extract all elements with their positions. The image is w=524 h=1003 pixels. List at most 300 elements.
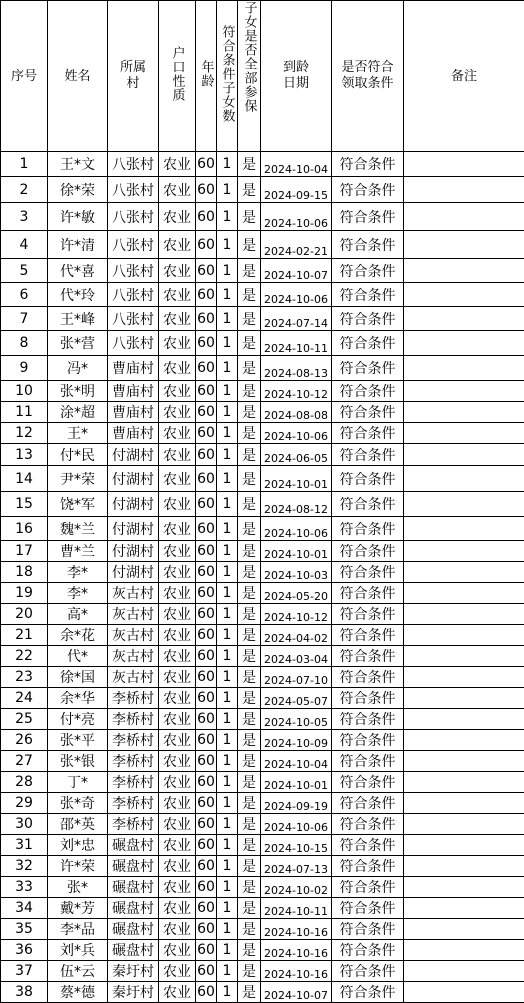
row-remarks-cell — [404, 203, 524, 231]
row-eligible-cell: 符合条件 — [332, 583, 404, 604]
row-name-cell: 高* — [48, 604, 108, 625]
row-household-type-cell: 农业 — [159, 625, 196, 646]
row-due-date-cell: 2024-10-12 — [261, 604, 332, 625]
row-remarks-cell — [404, 152, 524, 177]
row-age-cell: 60 — [196, 940, 217, 961]
row-household-type-cell: 农业 — [159, 940, 196, 961]
row-name-cell: 余*华 — [48, 688, 108, 709]
row-village-cell: 李桥村 — [108, 709, 159, 730]
row-due-date-cell: 2024-06-05 — [261, 444, 332, 466]
row-eligible-children-cell: 1 — [217, 583, 238, 604]
row-village-cell: 李桥村 — [108, 730, 159, 751]
row-eligible-children-cell: 1 — [217, 283, 238, 307]
row-eligible-cell: 符合条件 — [332, 562, 404, 583]
table-row — [1, 466, 524, 492]
row-age-cell: 60 — [196, 402, 217, 423]
row-name-cell: 许*荣 — [48, 856, 108, 877]
table-row — [1, 940, 524, 961]
row-household-type-cell: 农业 — [159, 331, 196, 356]
header-due-date — [261, 1, 332, 152]
row-due-date-cell: 2024-10-07 — [261, 259, 332, 283]
row-children-insured-cell: 是 — [238, 423, 261, 444]
row-village-cell: 碾盘村 — [108, 898, 159, 919]
row-due-date-cell: 2024-10-03 — [261, 562, 332, 583]
row-eligible-children-cell: 1 — [217, 466, 238, 492]
table-row — [1, 856, 524, 877]
row-index-cell: 6 — [1, 283, 48, 307]
row-due-date-cell: 2024-10-06 — [261, 203, 332, 231]
row-children-insured-cell: 是 — [238, 982, 261, 1003]
row-children-insured-cell: 是 — [238, 625, 261, 646]
row-children-insured-cell: 是 — [238, 307, 261, 331]
header-due-date-label: 到龄日期 — [282, 60, 310, 92]
row-children-insured-cell: 是 — [238, 283, 261, 307]
row-remarks-cell — [404, 835, 524, 856]
table-row — [1, 259, 524, 283]
row-children-insured-cell: 是 — [238, 730, 261, 751]
row-due-date-cell: 2024-10-04 — [261, 751, 332, 772]
row-village-cell: 灰古村 — [108, 667, 159, 688]
row-household-type-cell: 农业 — [159, 177, 196, 203]
row-due-date-cell: 2024-05-07 — [261, 688, 332, 709]
row-village-cell: 曹庙村 — [108, 423, 159, 444]
row-village-cell: 曹庙村 — [108, 381, 159, 402]
row-index-cell: 21 — [1, 625, 48, 646]
row-index-cell: 1 — [1, 152, 48, 177]
row-index-cell: 4 — [1, 231, 48, 259]
row-household-type-cell: 农业 — [159, 772, 196, 793]
row-name-cell: 徐*荣 — [48, 177, 108, 203]
row-eligible-children-cell: 1 — [217, 517, 238, 541]
row-index-cell: 26 — [1, 730, 48, 751]
row-household-type-cell: 农业 — [159, 877, 196, 898]
row-name-cell: 李*品 — [48, 919, 108, 940]
row-name-cell: 伍*云 — [48, 961, 108, 982]
row-age-cell: 60 — [196, 492, 217, 517]
row-eligible-cell: 符合条件 — [332, 444, 404, 466]
row-age-cell: 60 — [196, 688, 217, 709]
row-village-cell: 李桥村 — [108, 793, 159, 814]
row-remarks-cell — [404, 856, 524, 877]
row-index-cell: 32 — [1, 856, 48, 877]
row-index-cell: 27 — [1, 751, 48, 772]
row-household-type-cell: 农业 — [159, 402, 196, 423]
header-eligible-label: 是否符合领取条件 — [336, 60, 400, 92]
row-eligible-cell: 符合条件 — [332, 793, 404, 814]
row-age-cell: 60 — [196, 331, 217, 356]
row-remarks-cell — [404, 940, 524, 961]
row-village-cell: 秦圩村 — [108, 982, 159, 1003]
row-name-cell: 余*花 — [48, 625, 108, 646]
row-eligible-children-cell: 1 — [217, 982, 238, 1003]
row-remarks-cell — [404, 466, 524, 492]
table-row — [1, 517, 524, 541]
row-index-cell: 11 — [1, 402, 48, 423]
table-row — [1, 604, 524, 625]
row-due-date-cell: 2024-10-02 — [261, 877, 332, 898]
row-remarks-cell — [404, 517, 524, 541]
row-eligible-children-cell: 1 — [217, 877, 238, 898]
row-name-cell: 刘*兵 — [48, 940, 108, 961]
row-name-cell: 代*玲 — [48, 283, 108, 307]
row-household-type-cell: 农业 — [159, 982, 196, 1003]
row-children-insured-cell: 是 — [238, 961, 261, 982]
row-due-date-cell: 2024-09-19 — [261, 793, 332, 814]
row-age-cell: 60 — [196, 444, 217, 466]
row-age-cell: 60 — [196, 307, 217, 331]
row-age-cell: 60 — [196, 751, 217, 772]
row-children-insured-cell: 是 — [238, 898, 261, 919]
table-row — [1, 562, 524, 583]
row-index-cell: 20 — [1, 604, 48, 625]
row-eligible-children-cell: 1 — [217, 793, 238, 814]
header-age — [196, 1, 217, 152]
table-row — [1, 772, 524, 793]
row-children-insured-cell: 是 — [238, 259, 261, 283]
row-children-insured-cell: 是 — [238, 152, 261, 177]
row-children-insured-cell: 是 — [238, 402, 261, 423]
table-row — [1, 709, 524, 730]
row-household-type-cell: 农业 — [159, 898, 196, 919]
row-eligible-cell: 符合条件 — [332, 667, 404, 688]
row-age-cell: 60 — [196, 283, 217, 307]
row-age-cell: 60 — [196, 152, 217, 177]
row-children-insured-cell: 是 — [238, 177, 261, 203]
table-row — [1, 356, 524, 381]
row-children-insured-cell: 是 — [238, 466, 261, 492]
row-name-cell: 徐*国 — [48, 667, 108, 688]
row-remarks-cell — [404, 688, 524, 709]
row-eligible-children-cell: 1 — [217, 667, 238, 688]
row-village-cell: 碾盘村 — [108, 877, 159, 898]
row-village-cell: 付湖村 — [108, 562, 159, 583]
row-eligible-cell: 符合条件 — [332, 356, 404, 381]
row-due-date-cell: 2024-10-11 — [261, 331, 332, 356]
table-row — [1, 835, 524, 856]
row-household-type-cell: 农业 — [159, 856, 196, 877]
row-age-cell: 60 — [196, 356, 217, 381]
row-name-cell: 张*营 — [48, 331, 108, 356]
row-village-cell: 李桥村 — [108, 814, 159, 835]
row-village-cell: 八张村 — [108, 203, 159, 231]
table-body — [1, 152, 524, 1003]
row-due-date-cell: 2024-10-06 — [261, 517, 332, 541]
row-remarks-cell — [404, 751, 524, 772]
row-index-cell: 8 — [1, 331, 48, 356]
row-eligible-cell: 符合条件 — [332, 423, 404, 444]
row-village-cell: 付湖村 — [108, 466, 159, 492]
row-eligible-cell: 符合条件 — [332, 517, 404, 541]
row-eligible-children-cell: 1 — [217, 835, 238, 856]
row-due-date-cell: 2024-10-16 — [261, 919, 332, 940]
row-eligible-cell: 符合条件 — [332, 331, 404, 356]
row-household-type-cell: 农业 — [159, 814, 196, 835]
row-household-type-cell: 农业 — [159, 231, 196, 259]
table-row — [1, 177, 524, 203]
row-eligible-cell: 符合条件 — [332, 961, 404, 982]
row-eligible-children-cell: 1 — [217, 331, 238, 356]
table-row — [1, 231, 524, 259]
row-age-cell: 60 — [196, 625, 217, 646]
row-eligible-children-cell: 1 — [217, 604, 238, 625]
row-name-cell: 王*文 — [48, 152, 108, 177]
table-row — [1, 667, 524, 688]
row-household-type-cell: 农业 — [159, 709, 196, 730]
row-index-cell: 5 — [1, 259, 48, 283]
row-eligible-cell: 符合条件 — [332, 152, 404, 177]
row-name-cell: 刘*忠 — [48, 835, 108, 856]
row-age-cell: 60 — [196, 583, 217, 604]
row-children-insured-cell: 是 — [238, 793, 261, 814]
row-age-cell: 60 — [196, 517, 217, 541]
row-children-insured-cell: 是 — [238, 856, 261, 877]
row-name-cell: 蔡*德 — [48, 982, 108, 1003]
row-due-date-cell: 2024-10-16 — [261, 961, 332, 982]
row-eligible-children-cell: 1 — [217, 203, 238, 231]
row-age-cell: 60 — [196, 177, 217, 203]
row-age-cell: 60 — [196, 231, 217, 259]
table-row — [1, 898, 524, 919]
row-due-date-cell: 2024-02-21 — [261, 231, 332, 259]
row-village-cell: 李桥村 — [108, 751, 159, 772]
row-children-insured-cell: 是 — [238, 231, 261, 259]
row-due-date-cell: 2024-03-04 — [261, 646, 332, 667]
row-village-cell: 秦圩村 — [108, 961, 159, 982]
row-children-insured-cell: 是 — [238, 646, 261, 667]
row-remarks-cell — [404, 625, 524, 646]
row-age-cell: 60 — [196, 961, 217, 982]
row-name-cell: 代* — [48, 646, 108, 667]
row-household-type-cell: 农业 — [159, 541, 196, 562]
row-remarks-cell — [404, 402, 524, 423]
row-eligible-cell: 符合条件 — [332, 982, 404, 1003]
row-due-date-cell: 2024-08-08 — [261, 402, 332, 423]
row-children-insured-cell: 是 — [238, 517, 261, 541]
row-household-type-cell: 农业 — [159, 646, 196, 667]
row-age-cell: 60 — [196, 667, 217, 688]
row-eligible-cell: 符合条件 — [332, 919, 404, 940]
row-eligible-cell: 符合条件 — [332, 751, 404, 772]
row-eligible-cell: 符合条件 — [332, 730, 404, 751]
row-children-insured-cell: 是 — [238, 919, 261, 940]
row-village-cell: 八张村 — [108, 283, 159, 307]
row-index-cell: 17 — [1, 541, 48, 562]
row-village-cell: 李桥村 — [108, 688, 159, 709]
row-eligible-cell: 符合条件 — [332, 307, 404, 331]
row-index-cell: 2 — [1, 177, 48, 203]
row-village-cell: 灰古村 — [108, 625, 159, 646]
row-eligible-children-cell: 1 — [217, 688, 238, 709]
row-eligible-cell: 符合条件 — [332, 814, 404, 835]
table-row — [1, 331, 524, 356]
row-due-date-cell: 2024-10-12 — [261, 381, 332, 402]
row-age-cell: 60 — [196, 877, 217, 898]
row-name-cell: 张* — [48, 877, 108, 898]
row-remarks-cell — [404, 961, 524, 982]
row-remarks-cell — [404, 646, 524, 667]
table-row — [1, 646, 524, 667]
row-eligible-cell: 符合条件 — [332, 381, 404, 402]
row-name-cell: 曹*兰 — [48, 541, 108, 562]
row-remarks-cell — [404, 814, 524, 835]
row-index-cell: 15 — [1, 492, 48, 517]
header-household-type-label: 户口性质 — [169, 46, 186, 102]
row-village-cell: 碾盘村 — [108, 856, 159, 877]
row-age-cell: 60 — [196, 772, 217, 793]
row-age-cell: 60 — [196, 835, 217, 856]
row-index-cell: 35 — [1, 919, 48, 940]
row-remarks-cell — [404, 667, 524, 688]
row-eligible-children-cell: 1 — [217, 356, 238, 381]
row-index-cell: 37 — [1, 961, 48, 982]
row-age-cell: 60 — [196, 466, 217, 492]
header-index: 序号 — [1, 1, 48, 152]
row-index-cell: 29 — [1, 793, 48, 814]
row-due-date-cell: 2024-10-06 — [261, 423, 332, 444]
row-remarks-cell — [404, 919, 524, 940]
row-eligible-cell: 符合条件 — [332, 492, 404, 517]
row-name-cell: 许*敏 — [48, 203, 108, 231]
row-household-type-cell: 农业 — [159, 730, 196, 751]
row-name-cell: 王* — [48, 423, 108, 444]
row-index-cell: 7 — [1, 307, 48, 331]
row-eligible-cell: 符合条件 — [332, 604, 404, 625]
table-row — [1, 307, 524, 331]
row-children-insured-cell: 是 — [238, 751, 261, 772]
row-household-type-cell: 农业 — [159, 259, 196, 283]
row-eligible-cell: 符合条件 — [332, 940, 404, 961]
row-index-cell: 3 — [1, 203, 48, 231]
row-remarks-cell — [404, 492, 524, 517]
row-name-cell: 魏*兰 — [48, 517, 108, 541]
row-eligible-cell: 符合条件 — [332, 898, 404, 919]
row-eligible-cell: 符合条件 — [332, 231, 404, 259]
row-children-insured-cell: 是 — [238, 667, 261, 688]
row-eligible-children-cell: 1 — [217, 541, 238, 562]
row-due-date-cell: 2024-10-04 — [261, 152, 332, 177]
row-eligible-cell: 符合条件 — [332, 772, 404, 793]
row-remarks-cell — [404, 177, 524, 203]
row-eligible-children-cell: 1 — [217, 231, 238, 259]
row-children-insured-cell: 是 — [238, 356, 261, 381]
row-children-insured-cell: 是 — [238, 541, 261, 562]
row-remarks-cell — [404, 283, 524, 307]
row-index-cell: 14 — [1, 466, 48, 492]
row-children-insured-cell: 是 — [238, 772, 261, 793]
row-household-type-cell: 农业 — [159, 961, 196, 982]
header-age-label: 年龄 — [198, 60, 215, 88]
row-eligible-children-cell: 1 — [217, 381, 238, 402]
table-row — [1, 492, 524, 517]
table-row — [1, 203, 524, 231]
row-due-date-cell: 2024-10-11 — [261, 898, 332, 919]
row-remarks-cell — [404, 772, 524, 793]
row-village-cell: 八张村 — [108, 231, 159, 259]
row-household-type-cell: 农业 — [159, 688, 196, 709]
row-eligible-children-cell: 1 — [217, 625, 238, 646]
row-index-cell: 25 — [1, 709, 48, 730]
row-remarks-cell — [404, 562, 524, 583]
row-remarks-cell — [404, 793, 524, 814]
row-household-type-cell: 农业 — [159, 381, 196, 402]
row-children-insured-cell: 是 — [238, 709, 261, 730]
row-eligible-children-cell: 1 — [217, 492, 238, 517]
table-row — [1, 730, 524, 751]
row-remarks-cell — [404, 381, 524, 402]
row-eligible-cell: 符合条件 — [332, 283, 404, 307]
row-eligible-children-cell: 1 — [217, 940, 238, 961]
row-remarks-cell — [404, 444, 524, 466]
row-index-cell: 22 — [1, 646, 48, 667]
header-row — [1, 1, 524, 152]
table-row — [1, 982, 524, 1003]
row-name-cell: 李* — [48, 562, 108, 583]
row-children-insured-cell: 是 — [238, 492, 261, 517]
row-household-type-cell: 农业 — [159, 444, 196, 466]
row-remarks-cell — [404, 898, 524, 919]
row-due-date-cell: 2024-10-01 — [261, 772, 332, 793]
row-due-date-cell: 2024-05-20 — [261, 583, 332, 604]
row-due-date-cell: 2024-04-02 — [261, 625, 332, 646]
row-age-cell: 60 — [196, 381, 217, 402]
row-remarks-cell — [404, 583, 524, 604]
row-name-cell: 尹*荣 — [48, 466, 108, 492]
row-eligible-cell: 符合条件 — [332, 646, 404, 667]
row-household-type-cell: 农业 — [159, 307, 196, 331]
row-eligible-children-cell: 1 — [217, 709, 238, 730]
row-children-insured-cell: 是 — [238, 444, 261, 466]
row-due-date-cell: 2024-07-10 — [261, 667, 332, 688]
row-village-cell: 李桥村 — [108, 772, 159, 793]
row-children-insured-cell: 是 — [238, 381, 261, 402]
row-name-cell: 张*银 — [48, 751, 108, 772]
row-village-cell: 碾盘村 — [108, 835, 159, 856]
row-age-cell: 60 — [196, 982, 217, 1003]
row-due-date-cell: 2024-07-14 — [261, 307, 332, 331]
row-age-cell: 60 — [196, 709, 217, 730]
row-household-type-cell: 农业 — [159, 562, 196, 583]
row-remarks-cell — [404, 730, 524, 751]
row-name-cell: 冯* — [48, 356, 108, 381]
row-eligible-cell: 符合条件 — [332, 688, 404, 709]
table-row — [1, 152, 524, 177]
row-household-type-cell: 农业 — [159, 423, 196, 444]
table-row — [1, 751, 524, 772]
row-index-cell: 18 — [1, 562, 48, 583]
row-remarks-cell — [404, 231, 524, 259]
table-row — [1, 688, 524, 709]
row-due-date-cell: 2024-10-01 — [261, 541, 332, 562]
row-index-cell: 31 — [1, 835, 48, 856]
row-eligible-children-cell: 1 — [217, 814, 238, 835]
header-household-type — [159, 1, 196, 152]
row-household-type-cell: 农业 — [159, 604, 196, 625]
row-name-cell: 张*平 — [48, 730, 108, 751]
row-eligible-children-cell: 1 — [217, 730, 238, 751]
row-household-type-cell: 农业 — [159, 667, 196, 688]
row-household-type-cell: 农业 — [159, 919, 196, 940]
row-name-cell: 代*喜 — [48, 259, 108, 283]
row-due-date-cell: 2024-10-06 — [261, 814, 332, 835]
row-index-cell: 28 — [1, 772, 48, 793]
row-name-cell: 许*清 — [48, 231, 108, 259]
header-name: 姓名 — [48, 1, 108, 152]
row-village-cell: 付湖村 — [108, 492, 159, 517]
table-row — [1, 877, 524, 898]
row-household-type-cell: 农业 — [159, 517, 196, 541]
table-row — [1, 625, 524, 646]
row-remarks-cell — [404, 982, 524, 1003]
